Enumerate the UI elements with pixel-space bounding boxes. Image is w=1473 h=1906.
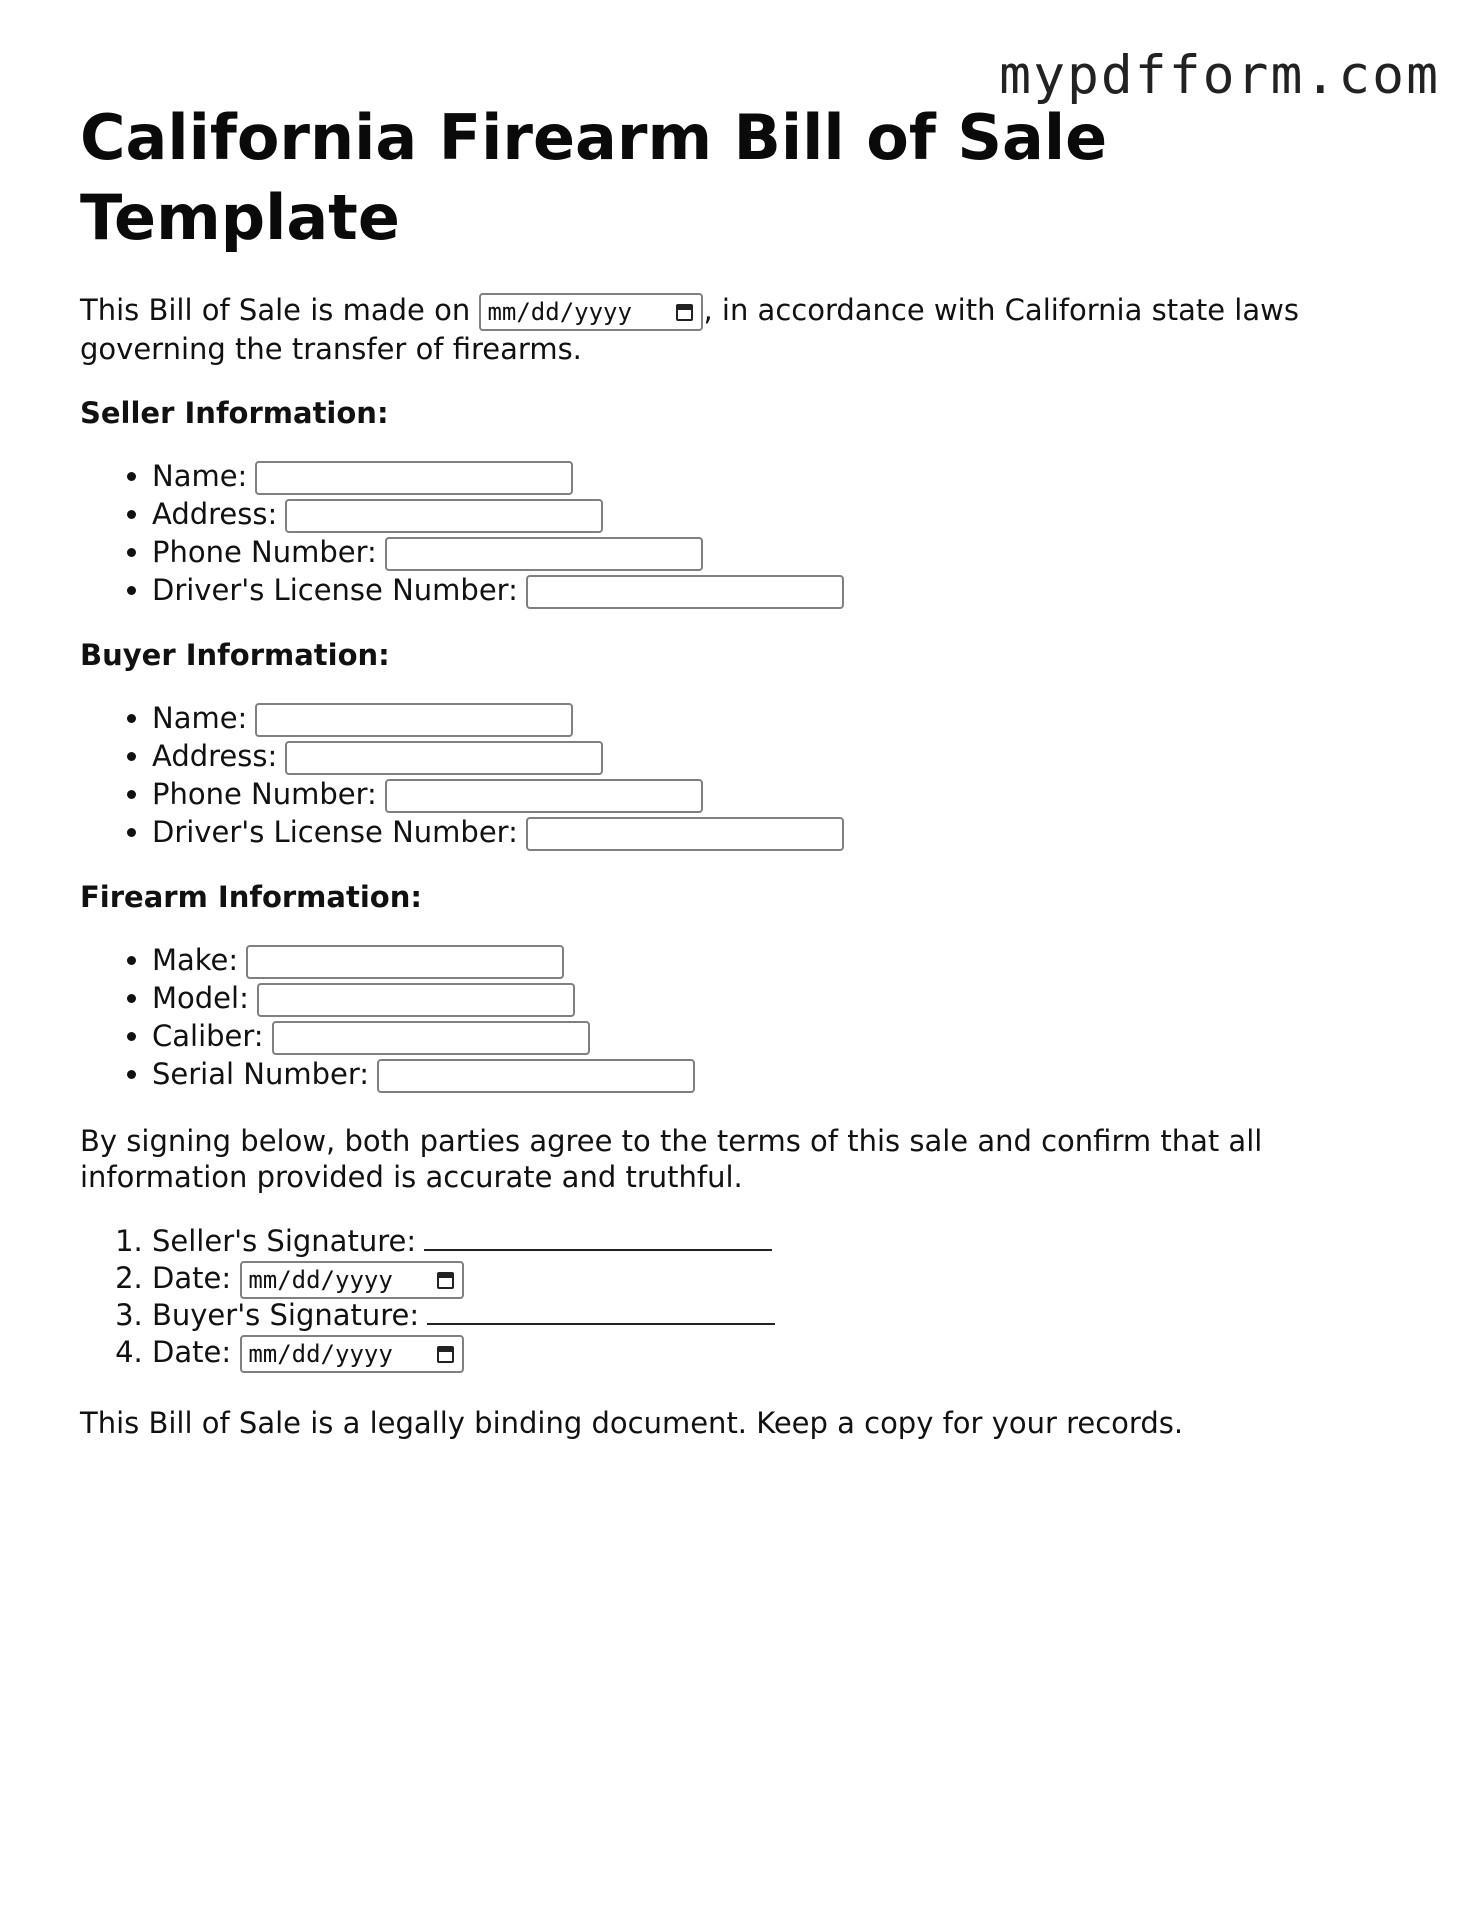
field-label: Address: — [152, 739, 278, 773]
seller-license-input[interactable] — [526, 575, 844, 609]
buyer-phone-item — [152, 775, 1420, 813]
calendar-icon[interactable] — [437, 1346, 454, 1363]
field-label: Make: — [152, 943, 239, 977]
firearm-caliber-item — [152, 1017, 1420, 1055]
field-label: Address: — [152, 497, 278, 531]
footer-note: This Bill of Sale is a legally binding document. Keep a copy for your records. — [80, 1406, 1184, 1440]
firearm-serial-item — [152, 1055, 1420, 1093]
buyer-fields — [80, 699, 1420, 851]
sale-date-input[interactable] — [479, 293, 703, 331]
signature-list — [80, 1223, 1420, 1371]
field-label: Serial Number: — [152, 1057, 370, 1091]
seller-date-input[interactable] — [240, 1261, 464, 1299]
buyer-phone-input[interactable] — [385, 779, 703, 813]
field-label: Caliber: — [152, 1019, 264, 1053]
firearm-caliber-input[interactable] — [272, 1021, 590, 1055]
seller-name-item — [152, 457, 1420, 495]
intro-paragraph — [80, 292, 1420, 367]
seller-license-item — [152, 571, 1420, 609]
buyer-address-item — [152, 737, 1420, 775]
buyer-date-label: Date: — [152, 1335, 232, 1369]
seller-date-label: Date: — [152, 1261, 232, 1295]
firearm-make-input[interactable] — [246, 945, 564, 979]
seller-address-input[interactable] — [285, 499, 603, 533]
field-label: Driver's License Number: — [152, 573, 518, 607]
firearm-heading: Firearm Information: — [80, 880, 422, 914]
firearm-fields — [80, 941, 1420, 1093]
seller-date-placeholder: mm/dd/yyyy — [248, 1265, 393, 1294]
field-label: Driver's License Number: — [152, 815, 518, 849]
buyer-date-item — [152, 1334, 1420, 1371]
calendar-icon[interactable] — [676, 304, 693, 321]
page-title: California Firearm Bill of Sale Template — [80, 101, 1108, 254]
buyer-signature-item — [152, 1297, 1420, 1334]
field-label: Name: — [152, 459, 248, 493]
field-label: Phone Number: — [152, 777, 377, 811]
firearm-make-item — [152, 941, 1420, 979]
buyer-name-item — [152, 699, 1420, 737]
seller-date-item — [152, 1260, 1420, 1297]
seller-heading: Seller Information: — [80, 396, 389, 430]
seller-signature-line[interactable] — [424, 1223, 772, 1251]
firearm-serial-input[interactable] — [377, 1059, 695, 1093]
buyer-signature-label: Buyer's Signature: — [152, 1298, 420, 1332]
seller-signature-label: Seller's Signature: — [152, 1224, 417, 1258]
field-label: Name: — [152, 701, 248, 735]
watermark: mypdfform.com — [999, 45, 1440, 106]
seller-phone-input[interactable] — [385, 537, 703, 571]
buyer-address-input[interactable] — [285, 741, 603, 775]
seller-fields — [80, 457, 1420, 609]
buyer-license-input[interactable] — [526, 817, 844, 851]
intro-text-before: This Bill of Sale is made on — [80, 293, 480, 327]
document-page — [80, 98, 1420, 1441]
buyer-license-item — [152, 813, 1420, 851]
buyer-name-input[interactable] — [255, 703, 573, 737]
buyer-heading: Buyer Information: — [80, 638, 390, 672]
seller-phone-item — [152, 533, 1420, 571]
field-label: Phone Number: — [152, 535, 377, 569]
buyer-date-input[interactable] — [240, 1335, 464, 1373]
field-label: Model: — [152, 981, 249, 1015]
buyer-date-placeholder: mm/dd/yyyy — [248, 1339, 393, 1368]
seller-signature-item — [152, 1223, 1420, 1260]
firearm-model-item — [152, 979, 1420, 1017]
calendar-icon[interactable] — [437, 1272, 454, 1289]
intro-text-after: , in accordance with California state laws governing the transfer of firearms. — [80, 293, 1299, 366]
sale-date-placeholder: mm/dd/yyyy — [487, 298, 632, 326]
seller-name-input[interactable] — [255, 461, 573, 495]
agreement-paragraph: By signing below, both parties agree to the terms of this sale and confirm that all information provided is accurate and truthful. — [80, 1124, 1263, 1194]
seller-address-item — [152, 495, 1420, 533]
firearm-model-input[interactable] — [257, 983, 575, 1017]
buyer-signature-line[interactable] — [427, 1297, 775, 1325]
